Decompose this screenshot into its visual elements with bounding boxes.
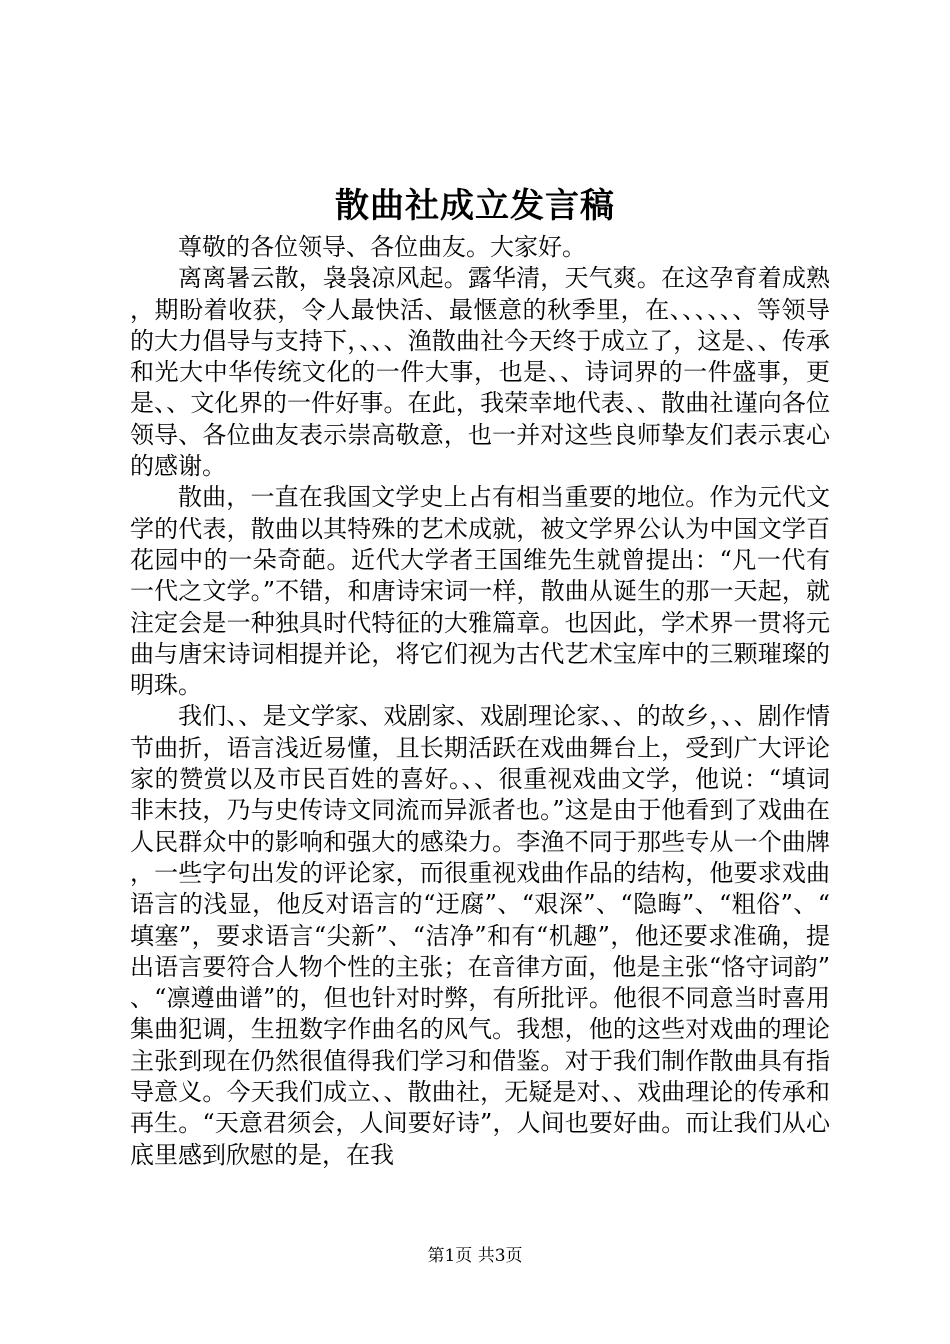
page-footer: 第1页 共3页 xyxy=(427,1246,523,1266)
paragraph-sanqu-history: 散曲，一直在我国文学史上占有相当重要的地位。作为元代文学的代表，散曲以其特殊的艺术成就，被文学界公认为中国文学百花园中的一朵奇葩。近代大学者王国维先生就曾提出：“凡一代有一代之文学。”不错，和唐诗宋词一样，散曲从诞生的那一天起，就注定会是一种独具时代特征的大雅篇章。也因此，学术界一贯将元曲与唐宋诗词相提并论，将它们视为古代艺术宝库中的三颗璀璨的明珠。 xyxy=(130,483,830,700)
paragraph-hometown: 我们、、是文学家、戏剧家、戏剧理论家、、的故乡，、、剧作情节曲折，语言浅近易懂，且长期活跃在戏曲舞台上，受到广大评论家的赞赏以及市民百姓的喜好。、、很重视戏曲文学，他说：“填词非末技，乃与史传诗文同流而异派者也。”这是由于他看到了戏曲在人民群众中的影响和强大的感染力。李渔不同于那些专从一个曲牌，一些字句出发的评论家，而很重视戏曲作品的结构，他要求戏曲语言的浅显，他反对语言的“迂腐”、“艰深”、“隐晦”、“粗俗”、“填塞”，要求语言“尖新”、“洁净”和有“机趣”，他还要求准确，提出语言要符合人物个性的主张；在音律方面，他是主张“恪守词韵”、“凛遵曲谱”的，但也针对时弊，有所批评。他很不同意当时喜用集曲犯调，生扭数字作曲名的风气。我想，他的这些对戏曲的理论主张到现在仍然很值得我们学习和借鉴。对于我们制作散曲具有指导意义。今天我们成立、、散曲社，无疑是对、、戏曲理论的传承和再生。“天意君须会，人间要好诗”，人间也要好曲。而让我们从心底里感到欣慰的是，在我 xyxy=(130,702,830,1169)
paragraph-greeting: 尊敬的各位领导、各位曲友。大家好。 xyxy=(178,233,586,261)
document-body xyxy=(130,232,830,1171)
document-title: 散曲社成立发言稿 xyxy=(335,186,615,226)
paragraph-opening: 离离暑云散，袅袅凉风起。露华清，天气爽。在这孕育着成熟，期盼着收获，令人最快活、最惬意的秋季里，在、、、、、、等领导的大力倡导与支持下，、、、渔散曲社今天终于成立了，这是、、传承和光大中华传统文化的一件大事，也是、、诗词界的一件盛事，更是、、文化界的一件好事。在此，我荣幸地代表、、散曲社谨向各位领导、各位曲友表示崇高敬意，也一并对这些良师挚友们表示衷心的感谢。 xyxy=(130,264,830,481)
